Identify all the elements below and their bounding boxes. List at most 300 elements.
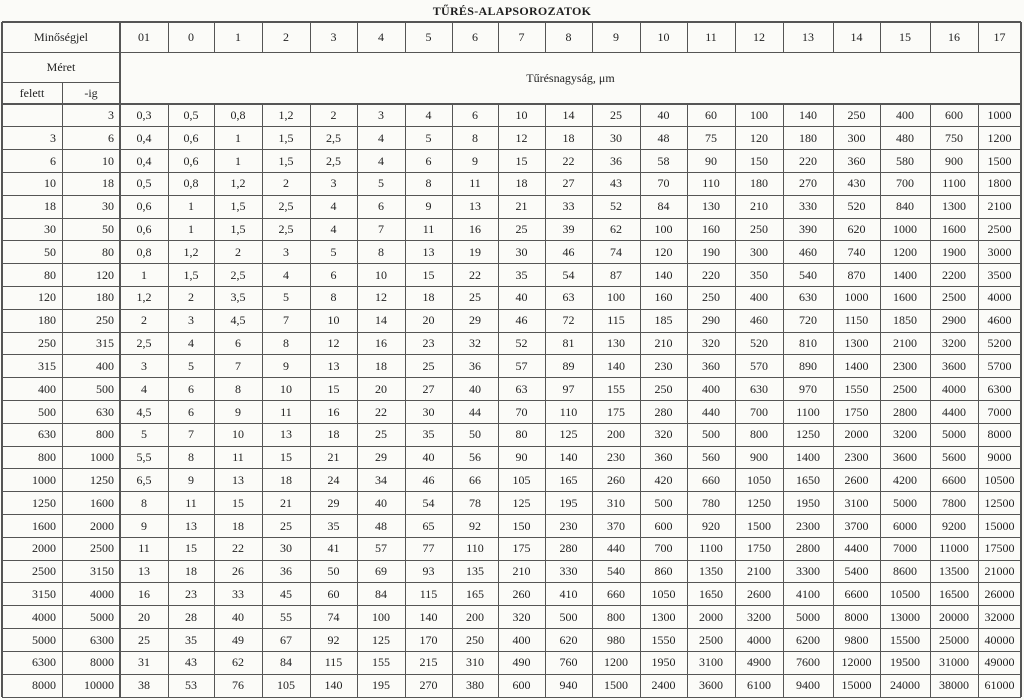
tolerance-value: 1 bbox=[235, 130, 241, 145]
grade-header: 13 bbox=[802, 30, 814, 44]
tolerance-value: 175 bbox=[607, 404, 625, 419]
grid-line bbox=[978, 22, 979, 52]
tolerance-value: 6 bbox=[235, 336, 241, 351]
grid-line bbox=[2, 309, 1021, 310]
tolerance-value: 2300 bbox=[796, 518, 820, 533]
tolerance-value: 61000 bbox=[984, 678, 1015, 693]
tolerance-value: 7 bbox=[235, 358, 241, 373]
tolerance-value: 4000 bbox=[987, 290, 1012, 305]
tolerance-value: 53 bbox=[185, 678, 197, 693]
size-over: 30 bbox=[44, 222, 56, 237]
grade-header: 1 bbox=[235, 30, 241, 44]
tolerance-value: 300 bbox=[750, 244, 768, 259]
tolerance-value: 105 bbox=[277, 678, 295, 693]
tolerance-value: 13 bbox=[232, 472, 244, 487]
tolerance-value: 5400 bbox=[844, 564, 869, 579]
tolerance-value: 1300 bbox=[942, 199, 966, 214]
tolerance-value: 87 bbox=[610, 267, 622, 282]
tolerance-value: 15 bbox=[280, 450, 292, 465]
tolerance-value: 6 bbox=[378, 199, 384, 214]
tolerance-value: 135 bbox=[466, 564, 484, 579]
tolerance-value: 520 bbox=[847, 199, 866, 214]
grade-header: 2 bbox=[283, 30, 289, 44]
tolerance-value: 41 bbox=[327, 541, 340, 556]
tolerance-value: 84 bbox=[375, 586, 387, 601]
tolerance-value: 110 bbox=[559, 404, 578, 419]
tolerance-value: 2200 bbox=[942, 267, 966, 282]
size-upto: 5000 bbox=[90, 609, 114, 624]
grid-line bbox=[833, 22, 834, 52]
tolerance-value: 49000 bbox=[984, 655, 1015, 670]
tolerance-value: 1150 bbox=[844, 313, 869, 328]
tolerance-value: 2500 bbox=[987, 222, 1012, 237]
tolerance-value: 100 bbox=[750, 108, 768, 122]
tolerance-value: 220 bbox=[702, 267, 720, 282]
tolerance-value: 115 bbox=[607, 313, 625, 328]
tolerance-value: 14 bbox=[562, 108, 575, 122]
size-upto: 630 bbox=[96, 404, 114, 419]
size-over: 3 bbox=[50, 130, 56, 145]
tolerance-value: 280 bbox=[654, 404, 673, 419]
tolerance-value: 16 bbox=[327, 404, 340, 419]
tolerance-value: 490 bbox=[512, 655, 531, 670]
size-over: 400 bbox=[38, 381, 56, 396]
tolerance-value: 5 bbox=[188, 358, 194, 373]
tolerance-value: 110 bbox=[702, 176, 720, 191]
grid-line bbox=[2, 697, 1021, 698]
tolerance-value: 1400 bbox=[844, 358, 869, 373]
tolerance-value: 25 bbox=[375, 427, 387, 442]
tolerance-value: 6000 bbox=[893, 518, 917, 533]
tolerance-value: 160 bbox=[654, 290, 673, 305]
tolerance-value: 3100 bbox=[699, 655, 723, 670]
tolerance-value: 52 bbox=[515, 336, 528, 351]
tolerance-value: 8600 bbox=[893, 564, 917, 579]
size-upto: 2000 bbox=[90, 518, 114, 533]
tolerance-value: 2100 bbox=[987, 199, 1012, 214]
tolerance-value: 400 bbox=[702, 381, 720, 396]
tolerance-value: 630 bbox=[750, 381, 768, 396]
tolerance-value: 8 bbox=[472, 130, 478, 145]
over-label: felett bbox=[19, 86, 45, 100]
tolerance-value: 14 bbox=[375, 313, 387, 328]
grade-header: 17 bbox=[993, 30, 1006, 44]
tolerance-value: 4100 bbox=[796, 586, 820, 601]
size-upto: 1600 bbox=[90, 495, 114, 510]
tolerance-value: 2100 bbox=[893, 336, 917, 351]
grid-line bbox=[592, 22, 593, 52]
grid-line bbox=[2, 195, 1021, 196]
tolerance-value: 700 bbox=[750, 404, 768, 419]
tolerance-value: 9 bbox=[425, 199, 432, 214]
tolerance-value: 190 bbox=[702, 244, 720, 259]
tolerance-value: 810 bbox=[799, 336, 817, 351]
tolerance-value: 5000 bbox=[796, 609, 820, 624]
tolerance-value: 16 bbox=[469, 222, 481, 237]
tolerance-value: 10 bbox=[515, 108, 528, 122]
grid-line bbox=[880, 104, 881, 697]
tolerance-value: 1300 bbox=[651, 609, 676, 624]
tolerance-value: 17500 bbox=[984, 541, 1015, 556]
tolerance-value: 11000 bbox=[939, 541, 969, 556]
tolerance-value: 460 bbox=[750, 313, 768, 328]
tolerance-value: 84 bbox=[280, 655, 292, 670]
tolerance-value: 26000 bbox=[984, 586, 1015, 601]
tolerance-value: 1100 bbox=[699, 541, 723, 556]
tolerance-value: 43 bbox=[185, 655, 197, 670]
tolerance-value: 5 bbox=[141, 427, 147, 442]
size-upto: 180 bbox=[96, 290, 114, 305]
tolerance-value: 890 bbox=[799, 358, 817, 373]
tolerance-value: 38 bbox=[138, 678, 150, 693]
tolerance-value: 230 bbox=[607, 450, 625, 465]
tolerance-value: 80 bbox=[515, 427, 528, 442]
tolerance-value: 30 bbox=[610, 130, 622, 145]
tolerance-value: 400 bbox=[512, 632, 531, 647]
tolerance-value: 18 bbox=[185, 564, 197, 579]
tolerance-value: 6 bbox=[188, 381, 194, 396]
grid-line bbox=[2, 423, 1021, 424]
tolerance-value: 3600 bbox=[942, 358, 966, 373]
grid-line bbox=[2, 400, 1021, 401]
tolerance-value: 900 bbox=[750, 450, 768, 465]
grid-line bbox=[783, 104, 784, 697]
grid-line bbox=[2, 674, 1021, 675]
tolerance-value: 150 bbox=[750, 153, 768, 168]
grid-line bbox=[310, 22, 311, 52]
tolerance-value: 27 bbox=[562, 176, 575, 191]
tolerance-value: 4900 bbox=[747, 655, 771, 670]
tolerance-value: 140 bbox=[607, 358, 625, 373]
tolerance-value: 8000 bbox=[987, 427, 1012, 442]
grid-line bbox=[592, 104, 593, 697]
tolerance-value: 4 bbox=[425, 108, 432, 122]
grid-line bbox=[2, 605, 1021, 606]
tolerance-value: 280 bbox=[559, 541, 578, 556]
tolerance-value: 1500 bbox=[604, 678, 628, 693]
tolerance-value: 90 bbox=[515, 450, 528, 465]
size-upto: 6300 bbox=[90, 632, 114, 647]
grid-line bbox=[2, 468, 1021, 469]
tolerance-value: 330 bbox=[559, 564, 578, 579]
tolerance-value: 440 bbox=[702, 404, 720, 419]
tolerance-value: 33 bbox=[562, 199, 575, 214]
grid-line bbox=[2, 240, 1021, 241]
tolerance-value: 105 bbox=[512, 472, 531, 487]
tolerance-value: 31 bbox=[138, 655, 150, 670]
tolerance-value: 480 bbox=[896, 130, 914, 145]
tolerance-value: 32 bbox=[469, 336, 481, 351]
tolerance-value: 8 bbox=[378, 244, 384, 259]
tolerance-value: 16 bbox=[375, 336, 387, 351]
tolerance-value: 1550 bbox=[651, 632, 676, 647]
grid-line bbox=[978, 104, 979, 697]
tolerance-value: 1600 bbox=[942, 222, 966, 237]
tolerance-value: 780 bbox=[702, 495, 720, 510]
tolerance-value: 1850 bbox=[893, 313, 917, 328]
tolerance-value: 8 bbox=[188, 450, 194, 465]
tolerance-value: 140 bbox=[324, 678, 343, 693]
tolerance-value: 33 bbox=[232, 586, 244, 601]
grade-header: 6 bbox=[472, 30, 478, 44]
tolerance-value: 11 bbox=[280, 404, 292, 419]
tolerance-value: 1,2 bbox=[136, 290, 152, 305]
grade-header: 01 bbox=[138, 30, 150, 44]
size-upto: 10 bbox=[102, 153, 114, 168]
tolerance-value: 20 bbox=[422, 313, 435, 328]
tolerance-value: 3200 bbox=[942, 336, 966, 351]
tolerance-value: 5700 bbox=[987, 358, 1012, 373]
tolerance-value: 19 bbox=[469, 244, 481, 259]
tolerance-value: 48 bbox=[657, 130, 670, 145]
tolerance-value: 10 bbox=[375, 267, 387, 282]
grid-line bbox=[452, 104, 453, 697]
tolerance-value: 89 bbox=[562, 358, 575, 373]
tolerance-value: 11 bbox=[138, 541, 150, 556]
tolerance-value: 55 bbox=[280, 609, 292, 624]
size-upto: 10000 bbox=[84, 678, 114, 693]
tolerance-value: 940 bbox=[559, 678, 578, 693]
tolerance-value: 1,5 bbox=[230, 199, 246, 214]
tolerance-value: 0,6 bbox=[136, 199, 152, 214]
tolerance-value: 410 bbox=[559, 586, 578, 601]
tolerance-value: 1,2 bbox=[230, 176, 246, 191]
tolerance-value: 230 bbox=[654, 358, 673, 373]
tolerance-value: 125 bbox=[372, 632, 390, 647]
tolerance-value: 130 bbox=[607, 336, 625, 351]
tolerance-value: 400 bbox=[896, 108, 914, 122]
tolerance-value: 22 bbox=[375, 404, 387, 419]
tolerance-value: 620 bbox=[559, 632, 578, 647]
tolerance-value: 2,5 bbox=[136, 336, 152, 351]
tolerance-value: 63 bbox=[515, 381, 528, 396]
tolerance-value: 630 bbox=[799, 290, 817, 305]
size-over: 50 bbox=[44, 244, 56, 259]
tolerance-value: 77 bbox=[422, 541, 435, 556]
tolerance-value: 20000 bbox=[939, 609, 969, 624]
grade-header: 7 bbox=[518, 30, 525, 44]
grid-line bbox=[640, 22, 641, 52]
tolerance-value: 6 bbox=[188, 404, 194, 419]
tolerance-value: 2300 bbox=[844, 450, 869, 465]
tolerance-value: 0,3 bbox=[136, 108, 152, 122]
tolerance-value: 2 bbox=[235, 244, 241, 259]
tolerance-value: 4 bbox=[188, 336, 194, 351]
tolerance-value: 140 bbox=[559, 450, 578, 465]
tolerance-value: 1100 bbox=[796, 404, 820, 419]
tolerance-value: 460 bbox=[799, 244, 817, 259]
tolerance-value: 1350 bbox=[699, 564, 723, 579]
tolerance-value: 580 bbox=[896, 153, 914, 168]
tolerance-value: 120 bbox=[654, 244, 673, 259]
tolerance-value: 5 bbox=[425, 130, 432, 145]
tolerance-value: 36 bbox=[280, 564, 292, 579]
tolerance-value: 4 bbox=[141, 381, 147, 396]
grade-header: 9 bbox=[613, 30, 619, 44]
tolerance-value: 12 bbox=[515, 130, 528, 145]
grid-line bbox=[214, 22, 215, 52]
tolerance-value: 0,6 bbox=[183, 153, 199, 168]
tolerance-value: 155 bbox=[607, 381, 625, 396]
tolerance-value: 1,5 bbox=[230, 222, 246, 237]
tolerance-value: 2800 bbox=[796, 541, 820, 556]
size-upto: 8000 bbox=[90, 655, 114, 670]
tolerance-value: 970 bbox=[799, 381, 817, 396]
tolerance-value: 18 bbox=[232, 518, 244, 533]
grade-header: 15 bbox=[899, 30, 911, 44]
tolerance-value: 0,6 bbox=[136, 222, 152, 237]
grid-line bbox=[2, 332, 1021, 333]
tolerance-value: 27 bbox=[422, 381, 435, 396]
grid-line bbox=[2, 628, 1021, 629]
tolerance-value: 2500 bbox=[699, 632, 723, 647]
size-upto: 315 bbox=[96, 336, 114, 351]
tolerance-value: 9 bbox=[188, 472, 194, 487]
tolerance-value: 36 bbox=[469, 358, 481, 373]
size-over: 315 bbox=[38, 358, 56, 373]
tolerance-value: 3 bbox=[188, 313, 194, 328]
tolerance-value: 18 bbox=[280, 472, 292, 487]
tolerance-value: 360 bbox=[847, 153, 866, 168]
tolerance-value: 25 bbox=[469, 290, 481, 305]
grid-line bbox=[2, 537, 1021, 538]
tolerance-value: 980 bbox=[607, 632, 625, 647]
tolerance-value: 800 bbox=[607, 609, 625, 624]
grid-line bbox=[2, 491, 1021, 492]
grid-line bbox=[2, 263, 1021, 264]
tolerance-value: 1 bbox=[235, 153, 241, 168]
size-over: 250 bbox=[38, 336, 56, 351]
tolerance-value: 48 bbox=[375, 518, 387, 533]
tolerance-value: 29 bbox=[375, 450, 387, 465]
tolerance-value: 7 bbox=[188, 427, 194, 442]
tolerance-value: 15 bbox=[422, 267, 435, 282]
grid-line bbox=[2, 126, 1021, 127]
tolerance-value: 9400 bbox=[796, 678, 820, 693]
grade-header: 10 bbox=[657, 30, 670, 44]
tolerance-value: 84 bbox=[657, 199, 670, 214]
grid-line bbox=[2, 172, 1021, 173]
tolerance-value: 11 bbox=[422, 222, 435, 237]
tolerance-value: 23 bbox=[185, 586, 197, 601]
tolerance-value: 3,5 bbox=[230, 290, 246, 305]
tolerance-value: 600 bbox=[512, 678, 531, 693]
tolerance-value: 30 bbox=[422, 404, 435, 419]
tolerance-value: 67 bbox=[280, 632, 292, 647]
size-over: 1000 bbox=[32, 472, 56, 487]
grid-line bbox=[2, 514, 1021, 515]
tolerance-value: 100 bbox=[607, 290, 625, 305]
tolerance-value: 920 bbox=[702, 518, 720, 533]
tolerance-value: 3200 bbox=[747, 609, 771, 624]
tolerance-value: 7800 bbox=[942, 495, 966, 510]
tolerance-value: 4 bbox=[330, 199, 337, 214]
tolerance-value: 4200 bbox=[893, 472, 917, 487]
tolerance-value: 30 bbox=[515, 244, 528, 259]
tolerance-value: 62 bbox=[232, 655, 244, 670]
size-upto: 500 bbox=[96, 381, 114, 396]
tolerance-value: 49 bbox=[232, 632, 244, 647]
tolerance-value: 25 bbox=[422, 358, 435, 373]
tolerance-value: 250 bbox=[847, 108, 866, 122]
tolerance-value: 72 bbox=[562, 313, 575, 328]
tolerance-value: 10500 bbox=[984, 472, 1015, 487]
tolerance-value: 420 bbox=[654, 472, 673, 487]
tolerance-value: 700 bbox=[896, 176, 914, 191]
tolerance-value: 5 bbox=[330, 244, 337, 259]
tolerance-value: 40 bbox=[422, 450, 435, 465]
tolerance-value: 97 bbox=[562, 381, 575, 396]
tolerance-value: 380 bbox=[466, 678, 484, 693]
tolerance-value: 15000 bbox=[841, 678, 872, 693]
tolerance-value: 35 bbox=[185, 632, 197, 647]
tolerance-value: 25 bbox=[138, 632, 150, 647]
tolerance-value: 210 bbox=[750, 199, 768, 214]
tolerance-value: 60 bbox=[327, 586, 340, 601]
grid-line bbox=[2, 52, 1021, 53]
tolerance-value: 140 bbox=[654, 267, 673, 282]
tolerance-value: 115 bbox=[419, 586, 438, 601]
tolerance-value: 500 bbox=[559, 609, 578, 624]
grade-header: 14 bbox=[850, 30, 863, 44]
tolerance-value: 1250 bbox=[747, 495, 771, 510]
tolerance-value: 13 bbox=[138, 564, 150, 579]
tolerance-value: 12 bbox=[327, 336, 340, 351]
tolerance-value: 1650 bbox=[699, 586, 723, 601]
tolerance-value: 860 bbox=[654, 564, 673, 579]
tolerance-value: 19500 bbox=[890, 655, 920, 670]
size-upto: 3 bbox=[108, 108, 114, 122]
tolerance-value: 44 bbox=[469, 404, 481, 419]
tolerance-value: 52 bbox=[610, 199, 622, 214]
tolerance-value: 0,8 bbox=[136, 244, 152, 259]
tolerance-value: 12500 bbox=[984, 495, 1015, 510]
tolerance-value: 74 bbox=[327, 609, 340, 624]
tolerance-value: 390 bbox=[799, 222, 817, 237]
tolerance-value: 1000 bbox=[893, 222, 917, 237]
tolerance-value: 0,8 bbox=[230, 108, 246, 122]
tolerance-value: 40 bbox=[375, 495, 387, 510]
tolerance-value: 70 bbox=[515, 404, 528, 419]
tolerance-value: 18 bbox=[515, 176, 528, 191]
tolerance-value: 3500 bbox=[987, 267, 1012, 282]
tolerance-value: 9200 bbox=[942, 518, 966, 533]
tolerance-value: 185 bbox=[654, 313, 673, 328]
size-upto: 30 bbox=[102, 199, 114, 214]
tolerance-value: 1000 bbox=[987, 108, 1012, 122]
tolerance-value: 21000 bbox=[984, 564, 1015, 579]
tolerance-value: 57 bbox=[515, 358, 528, 373]
tolerance-value: 330 bbox=[799, 199, 817, 214]
tolerance-value: 155 bbox=[372, 655, 390, 670]
tolerance-value: 8 bbox=[235, 381, 241, 396]
tolerance-value: 2100 bbox=[747, 564, 771, 579]
grid-line bbox=[1020, 22, 1022, 697]
tolerance-value: 195 bbox=[372, 678, 390, 693]
tolerance-value: 4600 bbox=[987, 313, 1012, 328]
tolerance-value: 320 bbox=[702, 336, 720, 351]
grid-line bbox=[2, 651, 1021, 652]
tolerance-value: 175 bbox=[512, 541, 531, 556]
tolerance-value: 250 bbox=[702, 290, 720, 305]
tolerance-value: 870 bbox=[847, 267, 866, 282]
grid-line bbox=[1, 22, 3, 697]
tolerance-value: 2400 bbox=[651, 678, 676, 693]
tolerance-value: 35 bbox=[327, 518, 340, 533]
tolerance-value: 18 bbox=[562, 130, 575, 145]
tolerance-value: 4400 bbox=[942, 404, 966, 419]
tolerance-value: 4 bbox=[330, 222, 337, 237]
